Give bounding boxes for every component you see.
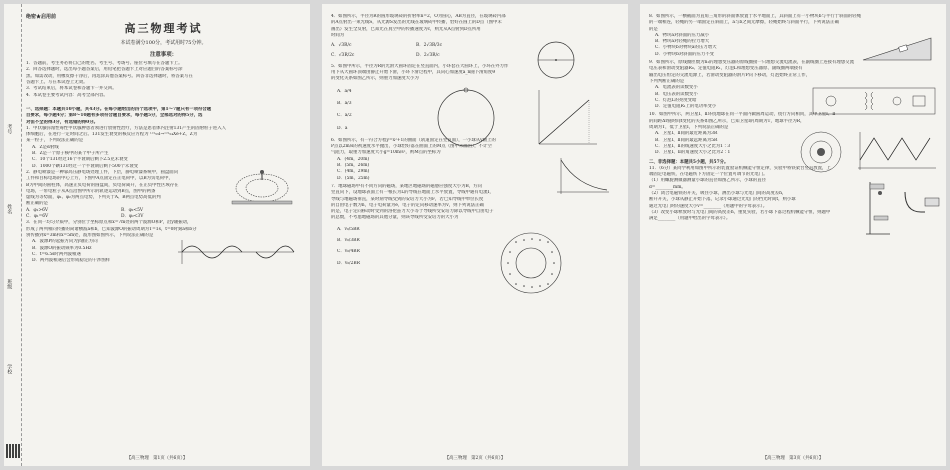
- question-text: 7．地球磁场中有不同方向的磁场，某地区地磁场的磁感应强度大小为B，方向: [331, 183, 482, 189]
- question-text: 11．（6分）某同学利用如图甲所示的装置验证机械能守恒定律，实验中将铁架台竖直放置，上: [649, 165, 831, 171]
- section-1-heading: [26, 107, 301, 126]
- option-c: C．√3R/2c: [331, 53, 355, 59]
- option-c: C．卫星Ⅰ、Ⅱ的线速度大小之比为1∶3: [655, 143, 731, 149]
- question-text: 输出电压恒定的交流电源上，若滑动变阻器的滑片P向下移动，灯泡始终正常工作，: [649, 72, 811, 78]
- option-a: A．a/4: [337, 88, 352, 94]
- micrometer-diagram-icon: [901, 186, 941, 216]
- question-8: [649, 14, 937, 58]
- question-text: 的总数，不考虑地磁场的其他分量，则该导线所受安培力的大小为: [331, 215, 459, 221]
- question-text: 1．甲状腺弥漫性毒性甲状腺肿患者须进行放射性治疗，方法是患者体内注射131产生的固射粒子进入人: [26, 125, 226, 131]
- question-text: B为中间的圆柱体，高速正负电荷的圆盘间，负电荷离开，在正负中性区域存在: [26, 182, 179, 188]
- page-footer: 【高三物理 第2页（共6页）】: [444, 455, 506, 461]
- option-a: A．Z是α射线: [32, 144, 59, 150]
- page-footer: 【高三物理 第1页（共6页）】: [126, 455, 188, 461]
- option-a: A．波源P的起振方向为y轴正方向: [32, 239, 98, 245]
- question-text: 周期为T，低于卫星Ⅰ，下列说法正确的是: [649, 125, 729, 131]
- notice-item: 答题卡上。写在本试卷上无效。: [26, 80, 88, 86]
- question-text: 体细胞后，在进行一定时间之后。131发生衰变的核反应方程为 ¹³¹₅₃I→¹³¹₅₄Xe+Z，Z为: [26, 132, 198, 138]
- option-a: A．电流表的读数变小: [655, 85, 698, 91]
- question-text: 电场，一带电粒子从A点沿图中所示的轨迹运动到B点，图中的两条: [26, 188, 156, 194]
- option-d: D．φ₂<3V: [121, 214, 144, 220]
- question-text: 通过光电门时的速度大小v=________（用题中的字母表示）。: [649, 203, 768, 209]
- notice-item: 黑。如需改动，用橡皮擦干净后，再选涂其他答案标号。回答非选择题时，将答案写在: [26, 73, 193, 79]
- option-c: C．v₀/4BR: [337, 249, 360, 255]
- notice-item: 2．回答选择题时，选出每小题答案后，用铅笔把答题卡上对应题目的答案标号涂: [26, 67, 183, 73]
- margin-label-name: 姓名: [6, 204, 13, 214]
- question-7: [331, 184, 619, 267]
- exam-page-3: [640, 4, 946, 466]
- question-text: 端固定电磁铁，在电磁铁下方固定一个位置可调节的光电门。: [649, 172, 768, 178]
- question-text: 9．如图所示，原线圈匝数为n₁的理想变压器的原线圈接一只理想交流电流表，在副线圈上连接有理想交流: [649, 60, 854, 66]
- question-text: 的A点射出一束光线S，从光源S发出的光线在玻璃砖中传播，恰好在圆上的D点（图中未: [331, 20, 502, 26]
- margin-label-class: 班级: [6, 279, 13, 289]
- option-d: D．1000个碘131经过一个半衰期后剩下500个未衰变: [32, 163, 139, 169]
- option-b: B．卫星Ⅰ、Ⅱ间的最远距离为5R: [655, 137, 718, 143]
- question-5: [331, 64, 619, 132]
- option-b: B．波源O的振动频率为0.5Hz: [32, 245, 92, 251]
- question-text: 画出）发生全反射，已知光在真空中的传播速度为c，则光从A点射到D点所用: [331, 26, 481, 32]
- exam-title: 高三物理考试: [124, 22, 203, 36]
- question-text: 导线与地磁场垂直，某时刻导线受到的安培力大小为F，若已知导线中单位长度: [331, 196, 484, 202]
- question-9: [649, 60, 937, 110]
- option-d: D．小物块b对斜面的压力不变: [655, 51, 715, 57]
- question-text: 的自由电子数为n，电子电荷量为e，电子的定向移动速率为v，则下列说法正确: [331, 202, 484, 208]
- question-text: （3）改变小球释放时与光电门间的高度差h，重复实验，若小球下落过程机械能守恒，则题中: [649, 209, 831, 215]
- option-c: C．10个131经过16个半衰期后剩下2.5克未衰变: [32, 157, 128, 163]
- notice-item: 4．本试卷主要考试内容：高考全部内容。: [26, 92, 108, 98]
- option-b: B．(5m，26m): [337, 163, 370, 169]
- question-text: 的变化关系如图乙所示，则重力加速度大小为: [331, 76, 419, 82]
- question-text: 气阻力，取重力加速度大小g=10m/s²，则M点的坐标为: [331, 150, 441, 156]
- question-text: d=________mm。: [649, 184, 686, 190]
- question-text: （1）用螺旋测微器测量小球的直径如图乙所示，小球的直径: [649, 178, 766, 184]
- option-a: A．物块a对斜面的压力减小: [655, 32, 710, 38]
- question-text: 虚线为等势面，φ₁、φ₂为两点电势，下列关于A、B两点电势高低的判: [26, 195, 161, 201]
- option-d: D．v₀/2BR: [337, 260, 360, 266]
- question-text: 用下从大圆环顶端由静止开始下滑，小环下滑过程中，其向心加速度a_n随下滑角度θ: [331, 70, 495, 76]
- magnetic-field-diagram-icon: [496, 228, 566, 298]
- option-b: B．v₀/3BR: [337, 238, 360, 244]
- margin-label-school: 学校: [6, 364, 13, 374]
- question-text: 电压表和滑动变阻器R₀、定值电阻R₁，灯泡L和理想变压器原、副线圈两端接有: [649, 66, 803, 72]
- option-d: D．2√3R/c: [416, 53, 440, 59]
- option-a: A．(4m，20m): [337, 156, 370, 162]
- question-text: 别传播到x=3m和x=5m处，波形图如图所示，下列说法正确的是: [26, 232, 154, 238]
- option-c: C．灯泡L的亮度变暗: [655, 97, 697, 103]
- option-a: A．卫星Ⅰ、Ⅱ间的最近距离为3R: [655, 131, 718, 137]
- question-text: 2．静电喷漆是一种靠高压静电场处理工件，下层，静电喷漆系统中，圆盘面向: [26, 169, 179, 175]
- iron-stand-diagram-icon: [864, 180, 894, 236]
- notice-item: 3．考试结束后，将本试卷和答题卡一并交回。: [26, 86, 117, 92]
- option-c: C．φ₁=6V: [26, 214, 49, 220]
- option-b: B．Z是一个原子核中的某个中子所产生: [32, 151, 109, 157]
- wave-diagram-icon: [176, 238, 296, 266]
- question-6: [331, 138, 619, 182]
- question-text: 4．如图所示，半径为R的圆形玻璃砖的折射率n=2，O为圆心，AB为直径，在玻璃砖内部: [331, 14, 506, 19]
- question-text: 工件和目标电场的中心上方，下图中A点固定在正电荷中，以B为负电荷中，: [26, 176, 173, 182]
- question-3: [26, 220, 301, 264]
- option-c: C．a/2: [337, 113, 352, 119]
- section-1-line: 目要求，每小题4分；第8～10题有多项符合题目要求，每小题5分，全部选对的得5分，选: [26, 113, 203, 119]
- option-a: A．φ₁>6V: [26, 207, 49, 213]
- exam-page-1: [4, 4, 310, 466]
- question-text: 的是: [649, 26, 658, 32]
- section-1-line: 对但不全的得3分，有选错的得0分。: [26, 119, 98, 125]
- option-b: B．电压表的读数变小: [655, 91, 698, 97]
- notice-list: [26, 61, 301, 99]
- section-2-heading: 二、非选择题：本题共5小题，共57分。: [649, 159, 729, 165]
- question-4: [331, 14, 619, 60]
- option-d: D．定值电阻R₁上的电功率变小: [655, 104, 717, 110]
- spray-diagram-icon: [224, 168, 300, 208]
- question-text: 满足________（用题中给出的字母表示）。: [649, 216, 731, 222]
- question-text: P点以2m/s的初速度水平抛出，小球恰好落在曲面上的M点（图中未画出），不计空: [331, 144, 492, 150]
- question-text: 的间距Δr随时间t变化的关系如图乙所示，已知卫星Ⅰ的周期为T，地球半径为R，: [649, 118, 805, 124]
- binding-margin: [4, 4, 22, 466]
- option-a: A．v₀/5BR: [337, 226, 360, 232]
- option-c: C．t=6.5s时两列波相遇: [32, 251, 81, 257]
- question-1: [26, 126, 301, 170]
- question-11: [649, 166, 937, 223]
- question-text: （2）闭合电磁铁的开关，吸住小球，测出小球与光电门间的高度差h，: [649, 191, 787, 197]
- question-text: 的是，电子定向移动时受到的洛伦兹力大小等于导线所受安培力除以导线中自由电子: [331, 209, 494, 215]
- question-2: [26, 170, 301, 220]
- option-d: D．两列波相遇后会形成稳定的干涉图样: [32, 258, 111, 264]
- question-text: 5．如图甲所示，半径为R的光滑大圆环固定在竖直面内，小环套在大圆环上，小环在外力作: [331, 63, 509, 69]
- question-10: [649, 112, 937, 156]
- option-b: B．φ₂<5V: [121, 207, 144, 213]
- notice-heading: 注意事项：: [150, 51, 177, 58]
- question-text: 断开开关，小球从静止开始下落，记录小球通过光电门的挡光时间t，则小球: [649, 197, 796, 203]
- question-text: 6．如图所示，有一符合方程y=x²+1的曲面（轨道固定在竖直面），一小球从y轴上的: [331, 137, 496, 143]
- secret-mark: 绝密★启用前: [26, 14, 57, 20]
- question-text: 3．在同一均匀介质中，分别位于坐标原点和x=7m处的两个波源O和P，沿y轴振动，: [26, 220, 192, 226]
- option-b: B．a/3: [337, 100, 352, 106]
- option-d: D．(5m，25m): [337, 175, 370, 181]
- option-d: D．a: [337, 125, 348, 131]
- question-text: 竖直向下，设地球表面上有一根长为L的导线在地面上水平放置，导线中通有电流I，: [331, 190, 494, 196]
- question-text: 的一端相连，轻绳的另一端固定在斜面上，a与b之间无摩擦，轻绳始终与斜面平行，下列说法正确: [649, 20, 839, 26]
- question-text: 形成了两列相向传播的简谐横波a和b，已知波源O的振动周期为T=1s，t=0时刻a和b分: [26, 226, 197, 232]
- option-d: D．卫星Ⅰ、Ⅱ的角速度大小之比为2∶1: [655, 150, 731, 156]
- question-text: 断正确的是: [26, 201, 48, 207]
- question-text: 下列判断正确的是: [649, 78, 685, 84]
- question-text: 时间为: [331, 32, 345, 38]
- section-1-line: 一、选择题：本题共10小题，共43分。在每小题给出的四个选项中，第1～7题只有一项符合题: [26, 106, 212, 112]
- question-text: 某一粒子，下列说法正确的是: [26, 138, 84, 144]
- option-b: B．物块a对轻绳的拉力增大: [655, 39, 710, 45]
- option-b: B．2√3R/3c: [416, 43, 443, 49]
- option-a: A．√3R/c: [331, 43, 352, 49]
- question-text: 8．如图所示，一横截面为直角三角形的斜面体放置于水平地面上，其斜面上有一小物块b与平行于斜面的轻绳: [649, 14, 861, 19]
- exam-subtitle: 本试卷满分100分，考试用时75分钟。: [120, 39, 207, 46]
- page-footer: 【高三物理 第3页（共6页）】: [762, 455, 824, 461]
- option-c: C．小物块b对物块a的压力增大: [655, 45, 717, 51]
- notice-item: 1．答题前，考生务必将自己的姓名、考生号、考场号、座位号填写在答题卡上。: [26, 61, 183, 67]
- margin-label-id: 考号: [6, 124, 13, 134]
- question-text: 10．如图甲所示，两卫星Ⅰ、Ⅱ环绕地球在同一平面内做圆周运动，绕行方向相同，其中卫星Ⅰ、Ⅱ: [649, 112, 836, 118]
- exam-page-2: [322, 4, 628, 466]
- option-c: C．(4m，29m): [337, 169, 370, 175]
